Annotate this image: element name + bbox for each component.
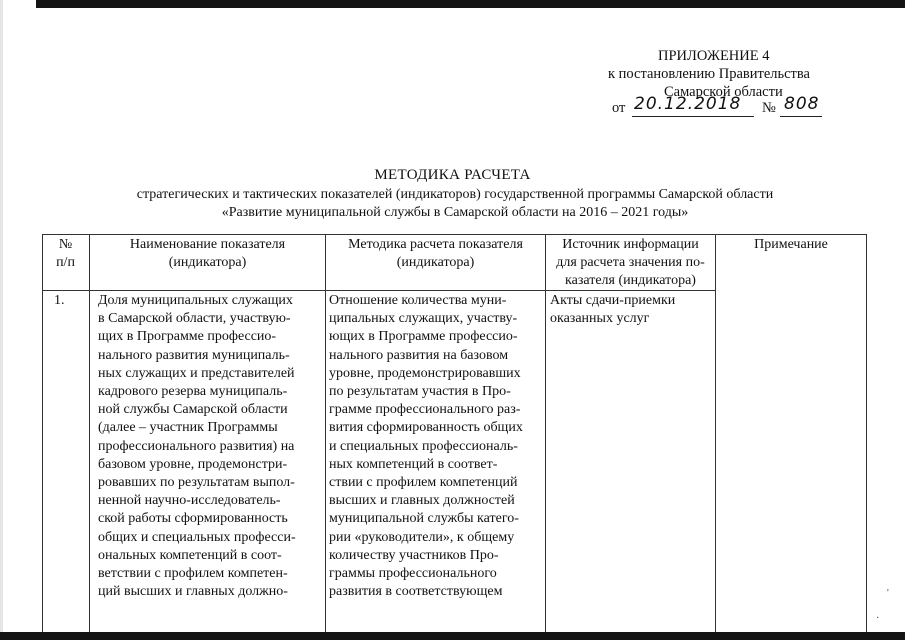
header-num xyxy=(42,236,89,272)
text-line: ональных компетенций в соот- xyxy=(98,547,282,563)
subtitle-line-1: стратегических и тактических показателей (индикаторов) государственной программы Самарской области xyxy=(136,187,774,202)
document-subtitle xyxy=(40,186,870,222)
text-line: ровавших по результатам выпол- xyxy=(98,475,295,491)
text-line: ненной научно-исследователь- xyxy=(98,493,281,509)
text-line: количеству участников Про- xyxy=(329,547,499,563)
header-info-source xyxy=(546,236,715,291)
scan-speck: · xyxy=(876,613,880,624)
header-text: Методика расчета показателя xyxy=(348,237,523,252)
text-line: и специальных профессиональ- xyxy=(329,438,518,454)
text-line: ветствии с профилем компетен- xyxy=(98,566,288,582)
text-line: вития сформированность общих xyxy=(329,420,523,436)
indicators-table xyxy=(42,234,867,634)
text-line: развития в соответствующем xyxy=(329,584,503,600)
text-line: щих в Программе профессио- xyxy=(98,329,277,345)
text-line: Отношение количества муни- xyxy=(329,293,507,308)
header-text: для расчета значения по- xyxy=(556,255,705,271)
subtitle-line-2: «Развитие муниципальной службы в Самарской области на 2016 – 2021 годы» xyxy=(221,205,689,220)
number-underline xyxy=(780,116,822,117)
col-divider xyxy=(545,234,546,634)
text-line: ской работы сформированность xyxy=(98,511,288,527)
header-note xyxy=(716,236,866,254)
header-text: (индикатора) xyxy=(168,255,247,271)
row-1-number: 1. xyxy=(54,293,65,308)
text-line: ных служащих и представителей xyxy=(98,365,295,381)
number-label: № xyxy=(762,100,776,116)
text-line: муниципальной службы катего- xyxy=(329,511,519,527)
text-line: ющих в Программе профессио- xyxy=(329,329,518,345)
text-line: общих и специальных професси- xyxy=(98,529,296,545)
text-line: кадрового резерва муниципаль- xyxy=(98,384,288,400)
document-title: МЕТОДИКА РАСЧЕТА xyxy=(374,167,531,183)
header-text: Примечание xyxy=(754,237,828,252)
scan-border-bottom xyxy=(0,632,905,640)
appendix-region-line: Самарской области xyxy=(664,84,783,100)
text-line: высших и главных должностей xyxy=(329,493,515,509)
header-text: Наименование показателя xyxy=(129,237,286,252)
text-line: нального развития муниципаль- xyxy=(98,347,290,363)
scan-border-top xyxy=(36,0,905,8)
col-divider xyxy=(89,234,90,634)
header-indicator-name xyxy=(90,236,325,272)
appendix-title: ПРИЛОЖЕНИЕ 4 xyxy=(658,48,770,64)
text-line: (далее – участник Программы xyxy=(98,420,278,436)
text-line: рии «руководители», к общему xyxy=(329,529,515,545)
col-divider xyxy=(325,234,326,634)
text-line: ных компетенций в соответ- xyxy=(329,456,498,472)
text-line: грамме профессионального раз- xyxy=(329,402,521,418)
text-line: в Самарской области, участвую- xyxy=(98,311,291,327)
col-divider xyxy=(42,234,43,634)
row-1-indicator-name xyxy=(98,292,320,601)
date-underline xyxy=(632,116,754,117)
text-line: по результатам участия в Про- xyxy=(329,384,511,400)
header-text: (индикатора) xyxy=(396,255,475,271)
text-line: ствии с профилем компетенций xyxy=(329,475,518,491)
table-top-border xyxy=(42,234,867,235)
date-handwritten: 20.12.2018 xyxy=(634,94,742,114)
text-line: ной службы Самарской области xyxy=(98,402,288,418)
number-handwritten: 808 xyxy=(784,94,820,114)
date-label: от xyxy=(612,100,626,116)
text-line: оказанных услуг xyxy=(550,311,650,327)
col-divider xyxy=(715,234,716,634)
text-line: нального развития на базовом xyxy=(329,347,509,363)
text-line: базовом уровне, продемонстри- xyxy=(98,456,288,472)
header-calc-method xyxy=(326,236,545,272)
header-text: п/п xyxy=(56,255,75,271)
col-divider xyxy=(866,234,867,634)
text-line: ципальных служащих, участву- xyxy=(329,311,518,327)
appendix-resolution-line: к постановлению Правительства xyxy=(608,66,810,82)
text-line: Акты сдачи-приемки xyxy=(550,293,676,308)
text-line: Доля муниципальных служащих xyxy=(98,293,293,308)
header-text: № xyxy=(58,237,73,252)
text-line: уровне, продемонстрировавших xyxy=(329,365,521,381)
row-1-info-source xyxy=(550,292,713,328)
header-text: казателя (индикатора) xyxy=(565,273,696,289)
header-text: Источник информации xyxy=(562,237,699,252)
scan-edge-left xyxy=(0,0,3,640)
scan-speck: ' xyxy=(887,588,889,599)
text-line: профессионального развития) на xyxy=(98,438,295,454)
row-1-calc-method xyxy=(329,292,540,601)
text-line: ций высших и главных должно- xyxy=(98,584,288,600)
text-line: граммы профессионального xyxy=(329,566,497,582)
